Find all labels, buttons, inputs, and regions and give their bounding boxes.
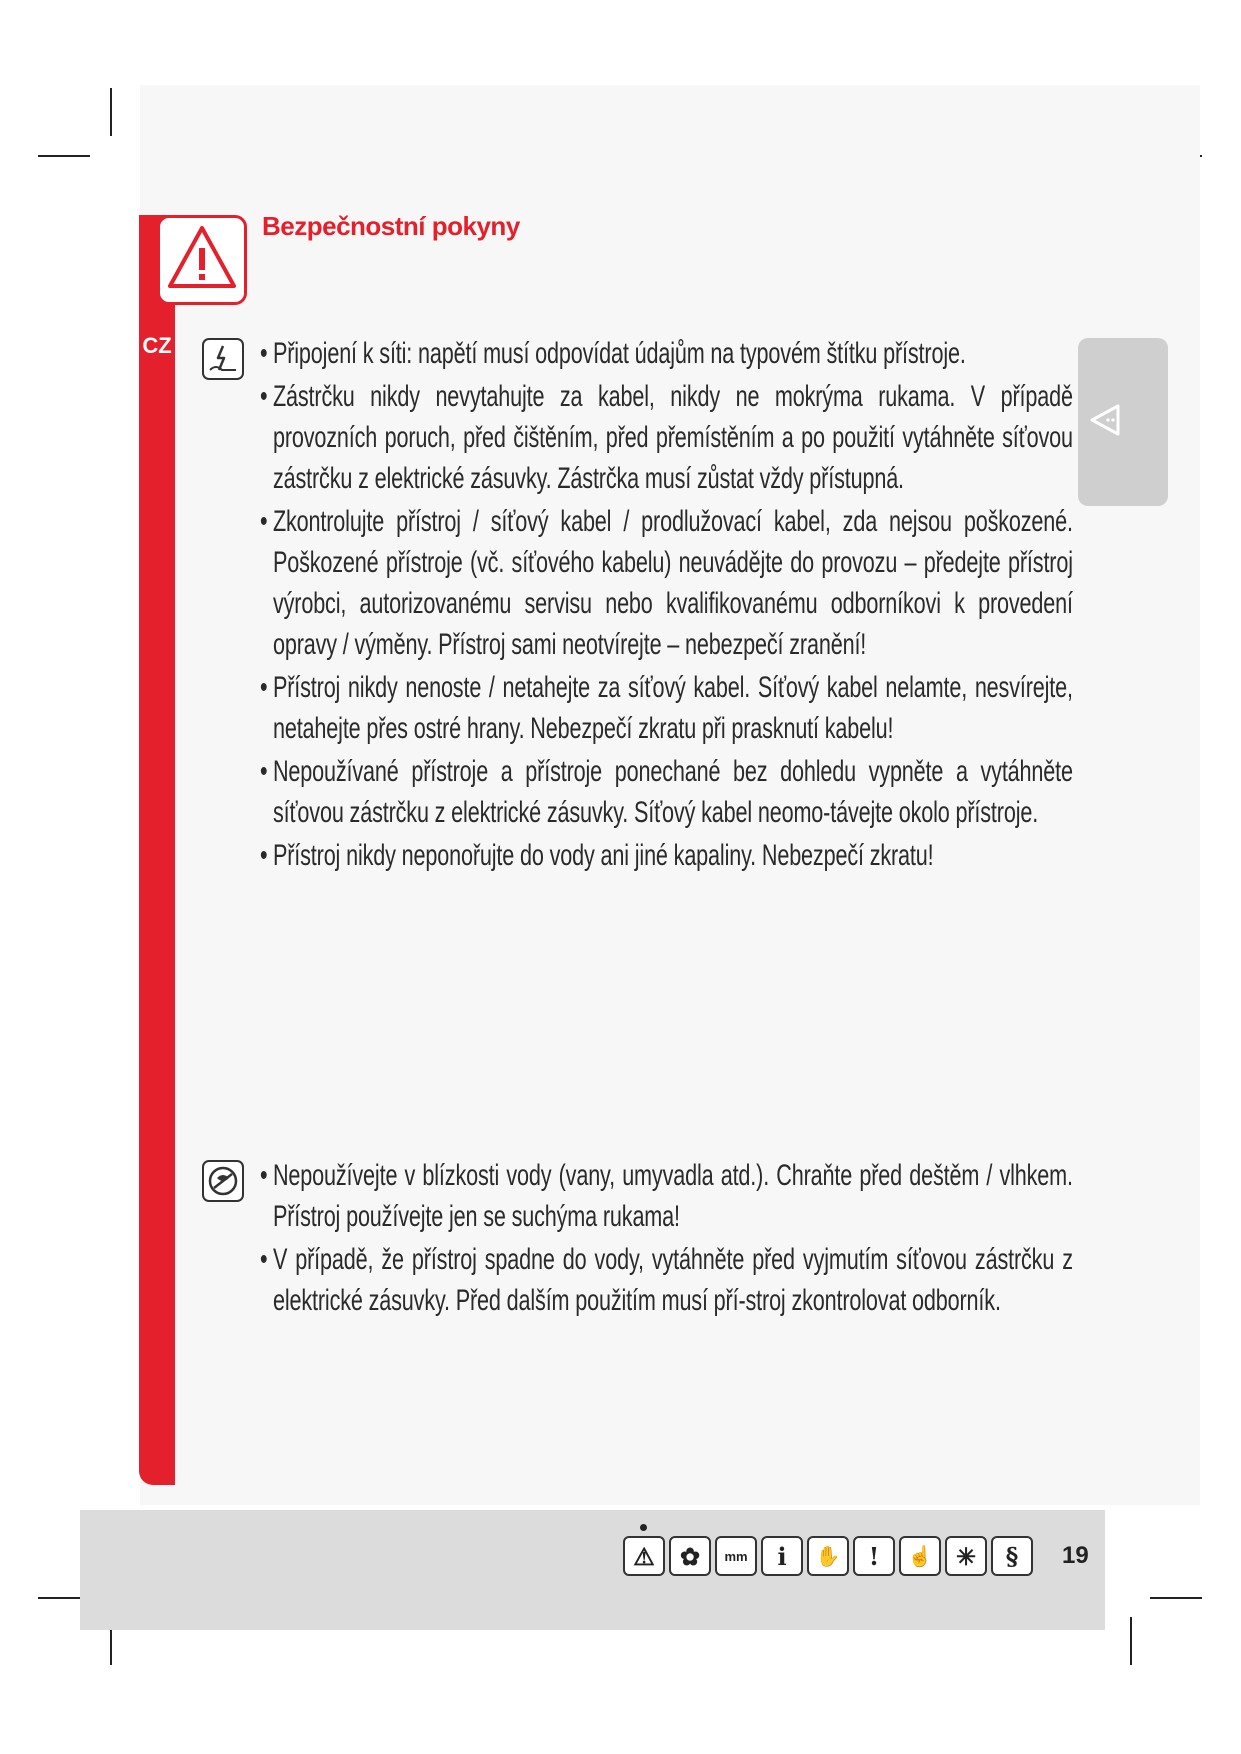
list-item: • Zástrčku nikdy nevytahujte za kabel, nikdy ne mokrýma rukama. V případě provozních poruch, před čištěním, před přemístěním a po použití vytáhněte síťovou zástrčku z elektrické zásuvky. Zástrčka musí zůstat vždy přístupná.	[260, 376, 1073, 499]
no-water-icon	[202, 1160, 244, 1202]
list-item: • Přístroj nikdy nenoste / netahejte za síťový kabel. Síťový kabel nelamte, nesvírejte, netahejte přes ostré hrany. Nebezpečí zkratu při prasknutí kabelu!	[260, 667, 1073, 749]
crop-mark	[110, 88, 112, 136]
warning-triangle-icon	[157, 215, 247, 305]
section-title: Bezpečnostní pokyny	[262, 211, 520, 241]
info-icon[interactable]: i	[761, 1536, 803, 1576]
tab-arrow-icon	[1086, 400, 1126, 440]
list-item: • Nepoužívejte v blízkosti vody (vany, umyvadla atd.). Chraňte před deštěm / vlhkem. Přístroj používejte jen se suchýma rukama!	[260, 1155, 1073, 1237]
measure-mm-icon[interactable]: mm	[715, 1536, 757, 1576]
list-item: • Zkontrolujte přístroj / síťový kabel / prodlužovací kabel, zda nejsou poškozené. Poškozené přístroje (vč. síťového kabelu) neuvádějte do provozu – předejte přístroj výrobci, autorizovanému servisu nebo kvalifikovanému odborníkovi k provedení opravy / výměny. Přístroj sami neotvírejte – nebezpečí zranění!	[260, 501, 1073, 665]
list-item: • V případě, že přístroj spadne do vody, vytáhněte před vyjmutím síťovou zástrčku z elektrické zásuvky. Před dalším použitím musí pří-stroj zkontrolovat odborník.	[260, 1239, 1073, 1321]
section-navigation	[623, 1536, 1033, 1576]
active-section-indicator	[640, 1524, 647, 1531]
water-safety-list	[260, 1155, 1073, 1323]
page-number: 19	[1062, 1542, 1089, 1569]
list-item: • Nepoužívané přístroje a přístroje ponechané bez dohledu vypněte a vytáhněte síťovou zástrčku z elektrické zásuvky. Síťový kabel neomo-távejte okolo přístroje.	[260, 751, 1073, 833]
plug-hand-icon	[202, 338, 244, 380]
section-color-bar	[139, 215, 175, 1485]
language-code: CZ	[142, 333, 172, 358]
crop-mark	[38, 155, 90, 157]
exclamation-icon[interactable]: !	[853, 1536, 895, 1576]
paragraph-icon[interactable]: §	[991, 1536, 1033, 1576]
list-item: • Přístroj nikdy neponořujte do vody ani jiné kapaliny. Nebezpečí zkratu!	[260, 835, 1073, 876]
side-tab[interactable]	[1078, 338, 1168, 506]
power-safety-list	[260, 333, 1073, 878]
list-item: • Připojení k síti: napětí musí odpovídat údajům na typovém štítku přístroje.	[260, 333, 1073, 374]
warning-icon[interactable]: ⚠	[623, 1536, 665, 1576]
hand-point-icon[interactable]: ☝	[899, 1536, 941, 1576]
crop-mark	[1130, 1617, 1132, 1665]
asterisk-icon[interactable]: ✳	[945, 1536, 987, 1576]
fan-icon[interactable]: ✿	[669, 1536, 711, 1576]
crop-mark	[1150, 1597, 1202, 1599]
glove-icon[interactable]: ✋	[807, 1536, 849, 1576]
